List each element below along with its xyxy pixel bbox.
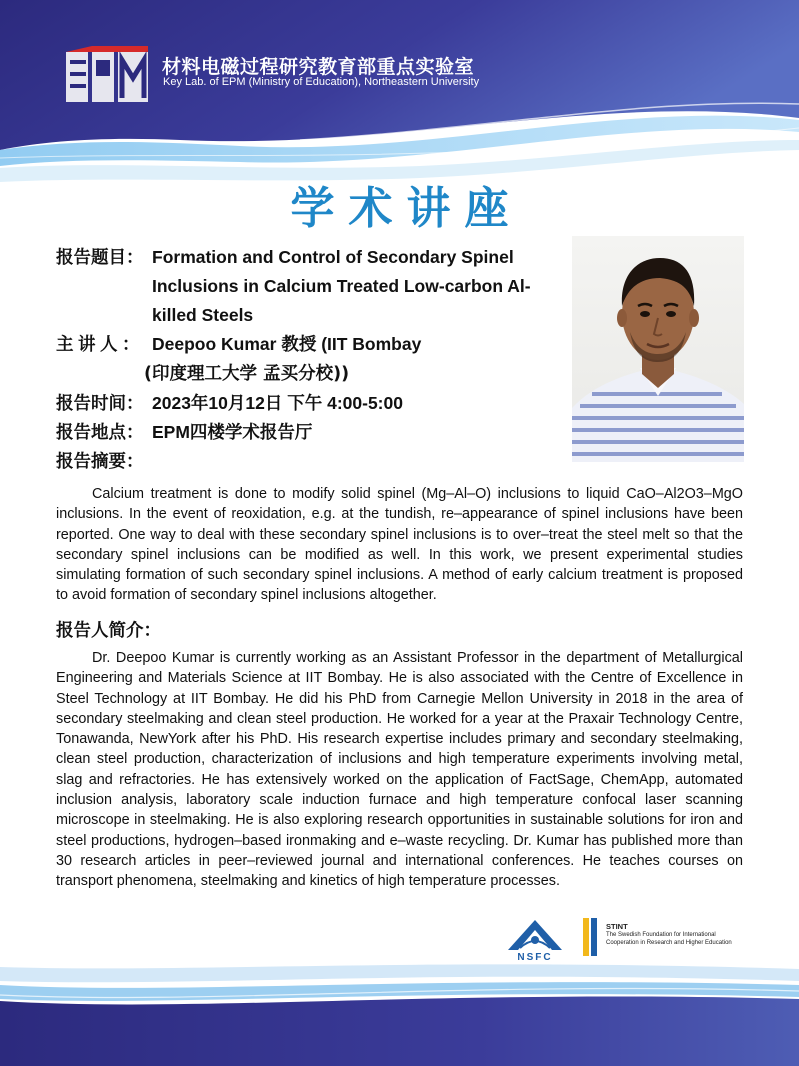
venue-label: 报告地点： [56, 423, 144, 443]
stint-name: STINT [606, 922, 628, 931]
footer-band [0, 955, 799, 1066]
org-name-en: Key Lab. of EPM (Ministry of Education), Northeastern University [163, 76, 480, 88]
abstract-heading [56, 447, 144, 477]
venue-value: EPM四楼学术报告厅 [152, 422, 313, 442]
venue-field [56, 418, 313, 448]
lecture-title: 学术讲座 [290, 183, 523, 234]
topic-label: 报告题目： [56, 248, 144, 268]
speaker-field [56, 330, 566, 390]
topic-field [56, 243, 566, 333]
speaker-name: Deepoo Kumar 教授 (IIT Bombay [152, 334, 422, 354]
time-field [56, 389, 403, 419]
topic-value: Formation and Control of Secondary Spinel Inclusions in Calcium Treated Low-carbon Al-killed Steels [152, 247, 531, 325]
time-value: 2023年10月12日 下午 4:00-5:00 [152, 393, 403, 413]
speaker-photo [572, 236, 744, 462]
abstract-label: 报告摘要： [56, 452, 144, 472]
time-label: 报告时间： [56, 394, 144, 414]
speaker-affiliation: (印度理工大学 孟买分校)) [144, 364, 350, 384]
stint-description: The Swedish Foundation for International Cooperation in Research and Higher Education [606, 932, 732, 946]
epm-logo-icon [62, 38, 152, 104]
nsfc-text: NSFC [517, 952, 553, 962]
bio-label: 报告人简介： [56, 621, 161, 641]
bio-heading [56, 616, 161, 646]
speaker-value [144, 330, 422, 389]
org-name-cn: 材料电磁过程研究教育部重点实验室 [162, 56, 475, 78]
speaker-label: 主讲人： [56, 335, 144, 355]
bio-text: Dr. Deepoo Kumar is currently working as an Assistant Professor in the department of Metallurgical Engineering and Materials Science at IIT Bombay. He is also associated with the Centre of Excellence in Steel Technology at IIT Bombay. He did his PhD from Carnegie Mellon University in 2018 in the area of secondary steelmaking and clean steel production. He worked for a year at the Praxair Technology Centre, Tonawanda, NewYork after his PhD. His research expertise includes primary and secondary steelmaking, clean steel production, characterization of inclusions and high temperature experiments involving metal, slag and refractories. He has extensively worked on the application of FactSage, ChemApp, automated inclusion analysis, laboratory scale induction furnace and high temperature confocal laser scanning microscope in steelmaking. He is also exploring research opportunities in sustainable solutions for iron and steel productions, hydrogen–based ironmaking and e–waste recycling. Dr. Kumar has published more than 30 research articles in peer–reviewed journal and international conferences. He teaches courses on transport phenomena, steelmaking and kinetics of high temperature processes. [56, 650, 743, 890]
abstract-text: Calcium treatment is done to modify solid spinel (Mg–Al–O) inclusions to liquid CaO–Al2O3–MgO inclusions. In the event of reoxidation, e.g. at the tundish, re–appearance of spinel inclusions have been reported. One way to deal with these secondary spinel inclusions is to over–treat the steel melt so that the secondary spinel inclusions can be modified as well. In this work, we present experimental studies simulating formation of such secondary spinel inclusions. A method of early calcium treatment is proposed to avoid formation of secondary spinel inclusions altogether. [56, 486, 743, 604]
